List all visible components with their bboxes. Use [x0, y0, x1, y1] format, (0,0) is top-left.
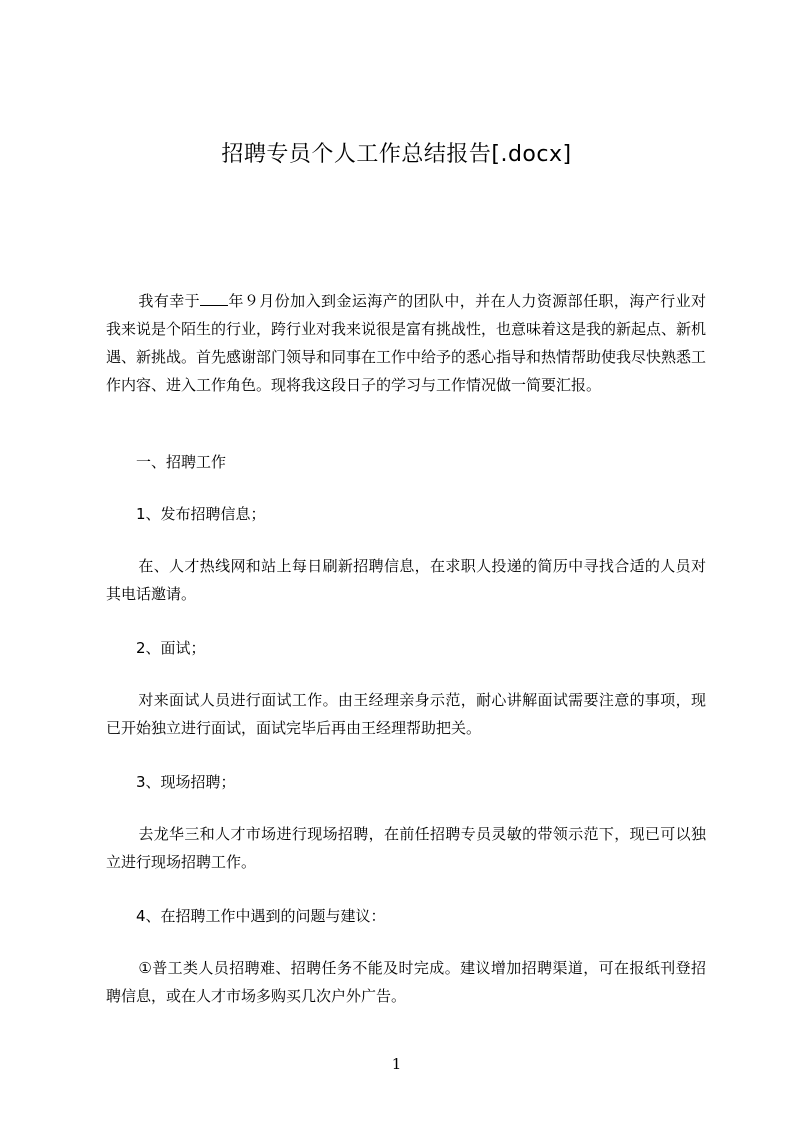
item-body-1	[106, 552, 706, 608]
item-body-2	[106, 686, 706, 742]
section-heading-recruitment: 一、招聘工作	[136, 453, 227, 471]
item-body-4-text: ①普工类人员招聘难、招聘任务不能及时完成。建议增加招聘渠道，可在报纸刊登招聘信息，或在人才市场多购买几次户外广告。	[106, 959, 706, 1005]
item-body-3-text: 去龙华三和人才市场进行现场招聘，在前任招聘专员灵敏的带领示范下，现已可以独立进行现场招聘工作。	[106, 825, 706, 871]
page-number: 1	[391, 1055, 402, 1073]
item-body-2-text: 对来面试人员进行面试工作。由王经理亲身示范，耐心讲解面试需要注意的事项，现已开始独立进行面试，面试完毕后再由王经理帮助把关。	[106, 691, 706, 737]
item-heading-4: 4、在招聘工作中遇到的问题与建议：	[136, 907, 386, 925]
item-body-3	[106, 820, 706, 876]
intro-text-rest: 年９月份加入到金运海产的团队中，并在人力资源部任职，海产行业对我来说是个陌生的行业，跨行业对我来说很是富有挑战性，也意味着这是我的新起点、新机遇、新挑战。首先感谢部门领导和同事在工作中给予的悉心指导和热情帮助使我尽快熟悉工作内容、进入工作角色。现将我这段日子的学习与工作情况做一简要汇报。	[106, 292, 707, 394]
blank-underline	[200, 291, 228, 306]
intro-text-start: 我有幸于	[138, 292, 201, 310]
document-title: 招聘专员个人工作总结报告[.docx]	[221, 142, 572, 167]
item-body-1-text: 在、人才热线网和站上每日刷新招聘信息，在求职人投递的简历中寻找合适的人员对其电话邀请。	[106, 557, 706, 603]
item-body-4	[106, 954, 706, 1010]
intro-paragraph	[106, 287, 706, 399]
item-heading-2: 2、面试；	[136, 639, 206, 657]
item-heading-3: 3、现场招聘；	[136, 773, 236, 791]
item-heading-1: 1、发布招聘信息；	[136, 505, 266, 523]
